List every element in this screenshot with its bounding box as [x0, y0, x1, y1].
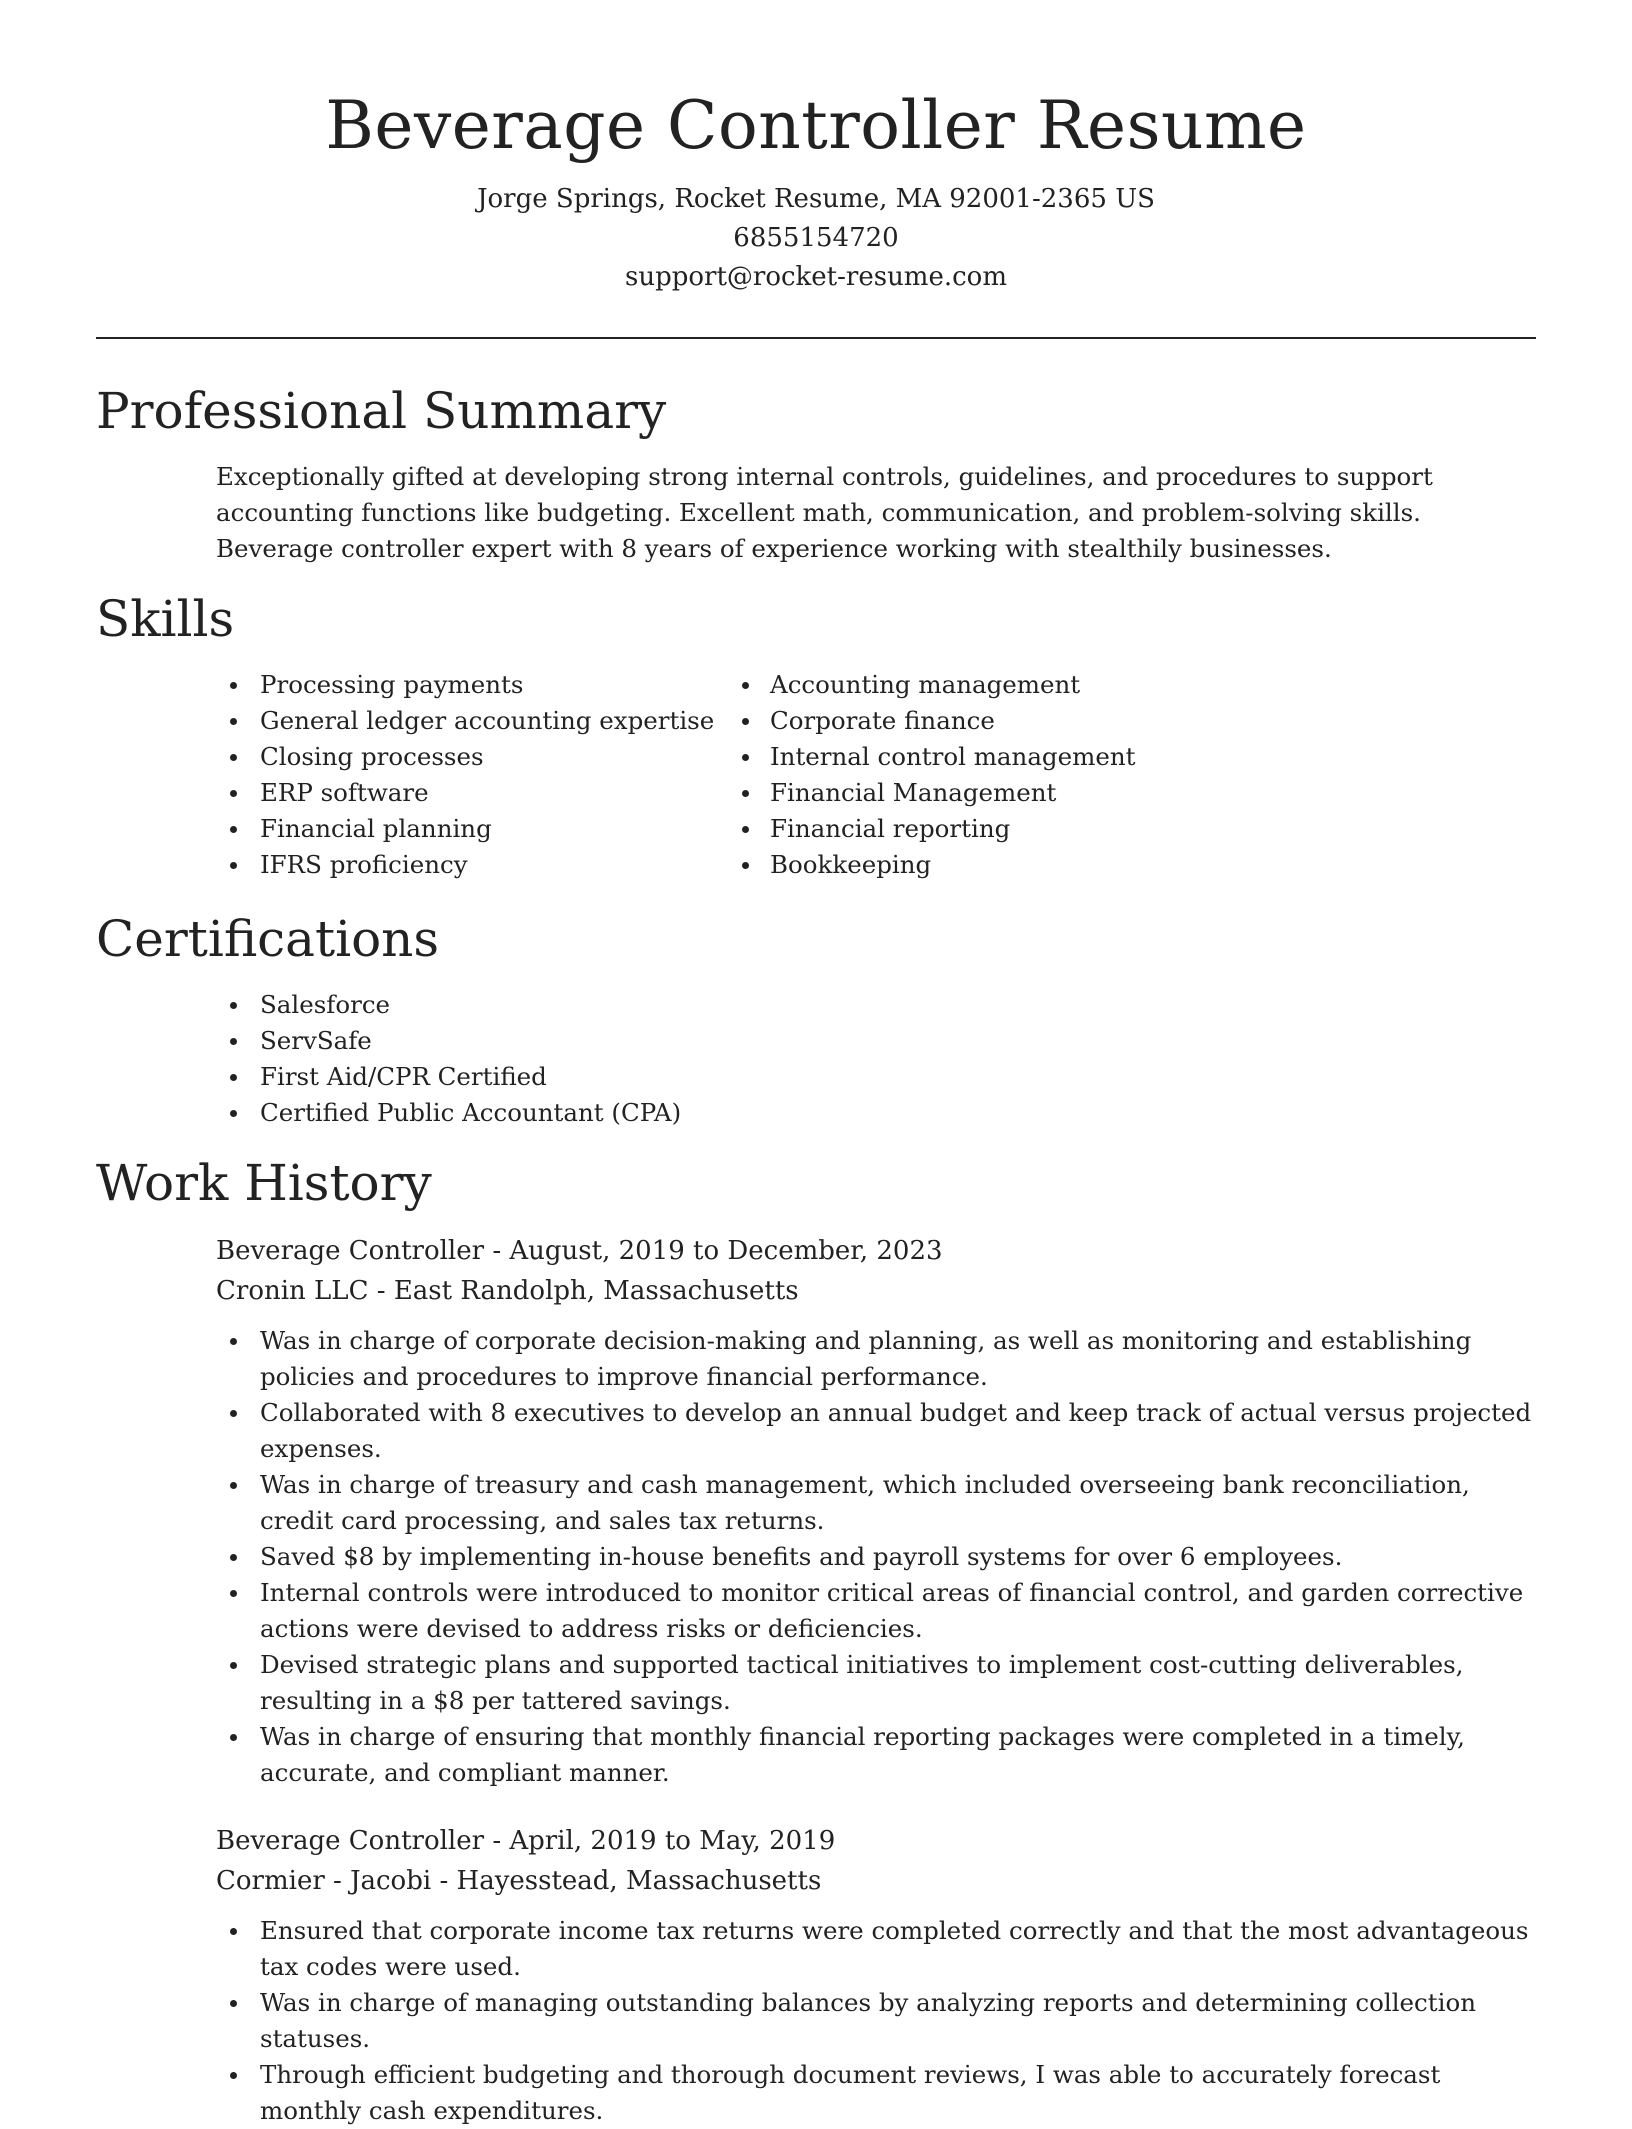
job-bullet: Ensured that corporate income tax returns were completed correctly and that the most advantageous tax codes were used.	[216, 1913, 1536, 1985]
job-bullet: Was in charge of ensuring that monthly financial reporting packages were completed in a timely, accurate, and compliant manner.	[216, 1719, 1536, 1791]
skill-item: Closing processes	[96, 739, 746, 775]
skill-item: Financial planning	[96, 811, 746, 847]
job-bullet: Was in charge of managing outstanding balances by analyzing reports and determining collection statuses.	[216, 1985, 1536, 2057]
summary-text: Exceptionally gifted at developing strong internal controls, guidelines, and procedures to support accounting functions like budgeting. Excellent math, communication, and problem-solving skills. Beverage controller expert with 8 years of experience working with stealthily businesses.	[216, 462, 1433, 563]
skills-column-right	[742, 667, 1392, 883]
skill-item: Financial Management	[742, 775, 1392, 811]
job-bullet: Devised strategic plans and supported tactical initiatives to implement cost-cutting deliverables, resulting in a $8 per tattered savings.	[216, 1647, 1536, 1719]
certification-item: Salesforce	[96, 987, 1536, 1023]
job-company: Cormier - Jacobi	[216, 1866, 432, 1896]
certification-item: Certified Public Accountant (CPA)	[96, 1095, 1536, 1131]
skill-item: Internal control management	[742, 739, 1392, 775]
resume-page	[96, 0, 1536, 2129]
job-role: Beverage Controller	[216, 1236, 485, 1266]
job-role: Beverage Controller	[216, 1826, 485, 1856]
job-bullet: Was in charge of corporate decision-making and planning, as well as monitoring and establishing policies and procedures to improve financial performance.	[216, 1323, 1536, 1395]
job-entry	[216, 1231, 1536, 1791]
certification-item: First Aid/CPR Certified	[96, 1059, 1536, 1095]
job-title-line: Beverage Controller - August, 2019 to December, 2023	[216, 1236, 943, 1266]
section-title-summary: Professional Summary	[96, 382, 667, 440]
skill-item: IFRS proficiency	[96, 847, 746, 883]
section-title-certifications: Certifications	[96, 910, 440, 968]
job-location: Hayesstead, Massachusetts	[456, 1866, 822, 1896]
skills-column-left	[96, 667, 746, 883]
job-entry	[216, 1821, 1536, 2129]
skill-item: Corporate finance	[742, 703, 1392, 739]
job-location: East Randolph, Massachusetts	[393, 1276, 799, 1306]
certifications-list	[96, 987, 1536, 1131]
skill-item: Financial reporting	[742, 811, 1392, 847]
section-title-work-history: Work History	[96, 1154, 432, 1212]
certification-item: ServSafe	[96, 1023, 1536, 1059]
contact-phone: 6855154720	[733, 223, 899, 253]
job-bullet: Internal controls were introduced to monitor critical areas of financial control, and garden corrective actions were devised to address risks or deficiencies.	[216, 1575, 1536, 1647]
job-company-line: Cormier - Jacobi - Hayesstead, Massachusetts	[216, 1866, 822, 1896]
job-dates: April, 2019 to May, 2019	[509, 1826, 836, 1856]
skill-item: Bookkeeping	[742, 847, 1392, 883]
resume-title: Beverage Controller Resume	[325, 87, 1307, 164]
contact-block	[96, 180, 1536, 297]
job-bullets	[216, 1323, 1536, 1791]
job-dates: August, 2019 to December, 2023	[509, 1236, 943, 1266]
header-divider	[96, 337, 1536, 339]
job-bullet: Through efficient budgeting and thorough document reviews, I was able to accurately forecast monthly cash expenditures.	[216, 2057, 1536, 2129]
job-bullets	[216, 1913, 1536, 2129]
job-bullet: Was in charge of treasury and cash management, which included overseeing bank reconciliation, credit card processing, and sales tax returns.	[216, 1467, 1536, 1539]
skill-item: Processing payments	[96, 667, 746, 703]
skill-item: Accounting management	[742, 667, 1392, 703]
job-company: Cronin LLC	[216, 1276, 369, 1306]
contact-address: Jorge Springs, Rocket Resume, MA 92001-2365 US	[477, 184, 1155, 214]
job-company-line: Cronin LLC - East Randolph, Massachusetts	[216, 1276, 799, 1306]
contact-email: support@rocket-resume.com	[624, 262, 1007, 292]
skills-grid	[96, 667, 1536, 883]
job-bullet: Collaborated with 8 executives to develop an annual budget and keep track of actual versus projected expenses.	[216, 1395, 1536, 1467]
job-title-line: Beverage Controller - April, 2019 to May, 2019	[216, 1826, 836, 1856]
section-title-skills: Skills	[96, 590, 235, 648]
skill-item: General ledger accounting expertise	[96, 703, 746, 739]
job-bullet: Saved $8 by implementing in-house benefits and payroll systems for over 6 employees.	[216, 1539, 1536, 1575]
skill-item: ERP software	[96, 775, 746, 811]
